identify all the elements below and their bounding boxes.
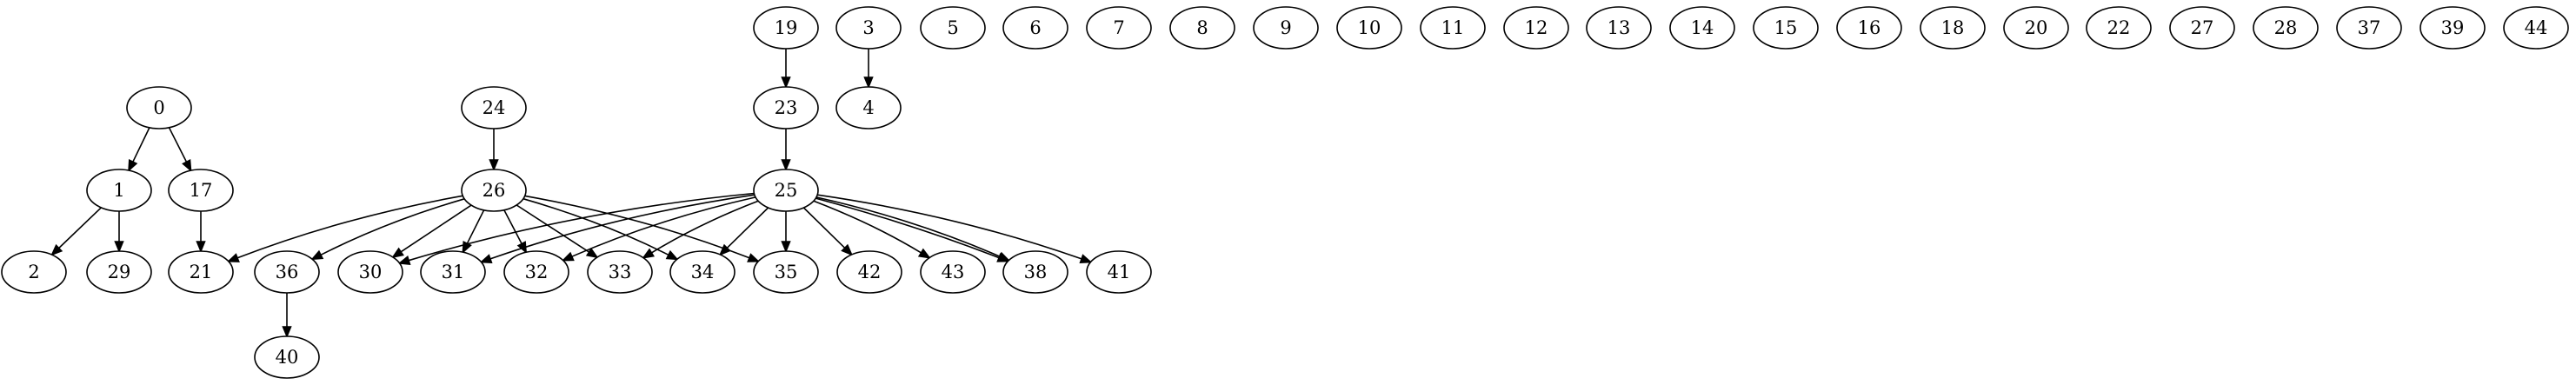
node-34-label: 34 [690,262,715,282]
edge-26-to-32 [504,210,522,244]
node-10-label: 10 [1357,17,1381,38]
node-32-label: 32 [524,262,549,282]
arrowhead-25-to-32 [563,253,574,261]
node-2-label: 2 [28,262,40,282]
node-9-label: 9 [1280,17,1292,38]
node-3-label: 3 [862,17,875,38]
node-25-label: 25 [774,180,798,201]
node-5[interactable] [921,7,985,49]
node-35-label: 35 [774,262,798,282]
node-7-label: 7 [1113,17,1125,38]
node-6-label: 6 [1029,17,1042,38]
node-6[interactable] [1003,7,1068,49]
node-38-label: 38 [1023,262,1048,282]
node-22-label: 22 [2107,17,2131,38]
node-9[interactable] [1254,7,1318,49]
node-37[interactable] [2337,7,2401,49]
node-24-label: 24 [482,97,506,118]
node-44-label: 44 [2524,17,2548,38]
node-30[interactable] [338,251,403,293]
node-36[interactable] [255,251,319,293]
node-8-label: 8 [1196,17,1208,38]
node-1[interactable] [87,169,151,211]
node-43-label: 43 [941,262,965,282]
node-15-label: 15 [1774,17,1798,38]
node-23-label: 23 [774,97,798,118]
node-31-label: 31 [441,262,465,282]
node-31[interactable] [421,251,485,293]
edge-26-to-31 [467,210,483,243]
node-38[interactable] [1003,251,1068,293]
node-34[interactable] [670,251,735,293]
node-18[interactable] [1920,7,1985,49]
node-19-label: 19 [774,17,798,38]
arrowhead-26-to-34 [667,251,677,259]
node-33[interactable] [588,251,652,293]
node-16-label: 16 [1857,17,1881,38]
edge-25-to-33 [651,201,758,253]
node-12-label: 12 [1524,17,1548,38]
arrowhead-36-to-40 [283,327,291,336]
node-5-label: 5 [947,17,959,38]
node-28[interactable] [2253,7,2318,49]
arrowhead-17-to-21 [197,242,205,251]
edge-25-to-31 [490,195,755,259]
edge-1-to-2 [59,208,102,249]
node-29-label: 29 [107,262,131,282]
node-10[interactable] [1337,7,1401,49]
node-20[interactable] [2004,7,2068,49]
node-21[interactable] [169,251,233,293]
node-11[interactable] [1421,7,1485,49]
arrowhead-0-to-17 [183,160,191,170]
node-39-label: 39 [2440,17,2465,38]
node-30-label: 30 [358,262,383,282]
arrowhead-23-to-25 [782,160,790,169]
node-24[interactable] [462,87,526,129]
arrowhead-25-to-43 [919,249,929,258]
node-16[interactable] [1837,7,1901,49]
arrowhead-26-to-21 [229,255,239,262]
arrowhead-25-to-41 [1081,256,1091,263]
edge-26-to-21 [237,196,463,257]
node-15[interactable] [1754,7,1818,49]
node-44[interactable] [2504,7,2568,49]
arrowhead-19-to-23 [782,77,790,87]
arrowhead-25-to-30 [400,256,410,264]
node-41-label: 41 [1107,262,1131,282]
graph-nodes [2,7,2568,378]
node-13[interactable] [1587,7,1651,49]
arrowhead-3-to-4 [865,77,873,87]
node-4[interactable] [836,87,901,129]
node-39[interactable] [2420,7,2485,49]
edge-0-to-17 [170,128,187,163]
node-42-label: 42 [857,262,882,282]
node-26-label: 26 [482,180,506,201]
arrowhead-25-to-35 [782,242,790,251]
node-20-label: 20 [2024,17,2048,38]
node-1-label: 1 [113,180,125,201]
edge-25-to-42 [803,208,844,248]
arrowhead-25-to-33 [643,249,654,258]
node-40-label: 40 [275,347,299,368]
node-32[interactable] [504,251,569,293]
node-0[interactable] [127,87,191,129]
arrowhead-26-to-36 [312,251,323,259]
arrowhead-26-to-30 [393,249,403,257]
node-23[interactable] [754,87,818,129]
node-0-label: 0 [153,97,165,118]
node-35[interactable] [754,251,818,293]
node-14-label: 14 [1690,17,1714,38]
node-37-label: 37 [2357,17,2381,38]
node-19[interactable] [754,7,818,49]
node-14[interactable] [1670,7,1734,49]
node-40[interactable] [255,336,319,378]
arrowhead-1-to-29 [116,242,123,251]
node-2[interactable] [2,251,66,293]
node-17[interactable] [169,169,233,211]
node-29[interactable] [87,251,151,293]
arrowhead-24-to-26 [490,160,498,169]
node-8[interactable] [1170,7,1235,49]
node-26[interactable] [462,169,526,211]
node-27[interactable] [2170,7,2234,49]
node-28-label: 28 [2273,17,2298,38]
node-4-label: 4 [862,97,875,118]
node-17-label: 17 [189,180,213,201]
node-42[interactable] [837,251,902,293]
node-27-label: 27 [2190,17,2214,38]
arrowhead-25-to-31 [482,256,492,263]
node-3[interactable] [836,7,901,49]
node-11-label: 11 [1441,17,1465,38]
node-18-label: 18 [1940,17,1965,38]
edge-26-to-33 [516,205,589,252]
arrowhead-26-to-35 [748,255,758,262]
edge-26-to-36 [321,199,464,255]
edge-25-to-41 [817,195,1082,259]
edge-26-to-35 [525,196,749,257]
edge-26-to-30 [401,205,471,252]
node-21-label: 21 [189,262,213,282]
node-36-label: 36 [275,262,299,282]
node-33-label: 33 [608,262,632,282]
edge-25-to-34 [727,208,768,248]
node-13-label: 13 [1607,17,1631,38]
node-41[interactable] [1087,251,1151,293]
node-43[interactable] [921,251,985,293]
node-7[interactable] [1087,7,1151,49]
node-22[interactable] [2087,7,2151,49]
node-25[interactable] [754,169,818,211]
node-12[interactable] [1504,7,1568,49]
edge-0-to-1 [133,128,150,162]
arrowhead-0-to-1 [129,160,136,170]
edge-25-to-43 [814,201,922,253]
